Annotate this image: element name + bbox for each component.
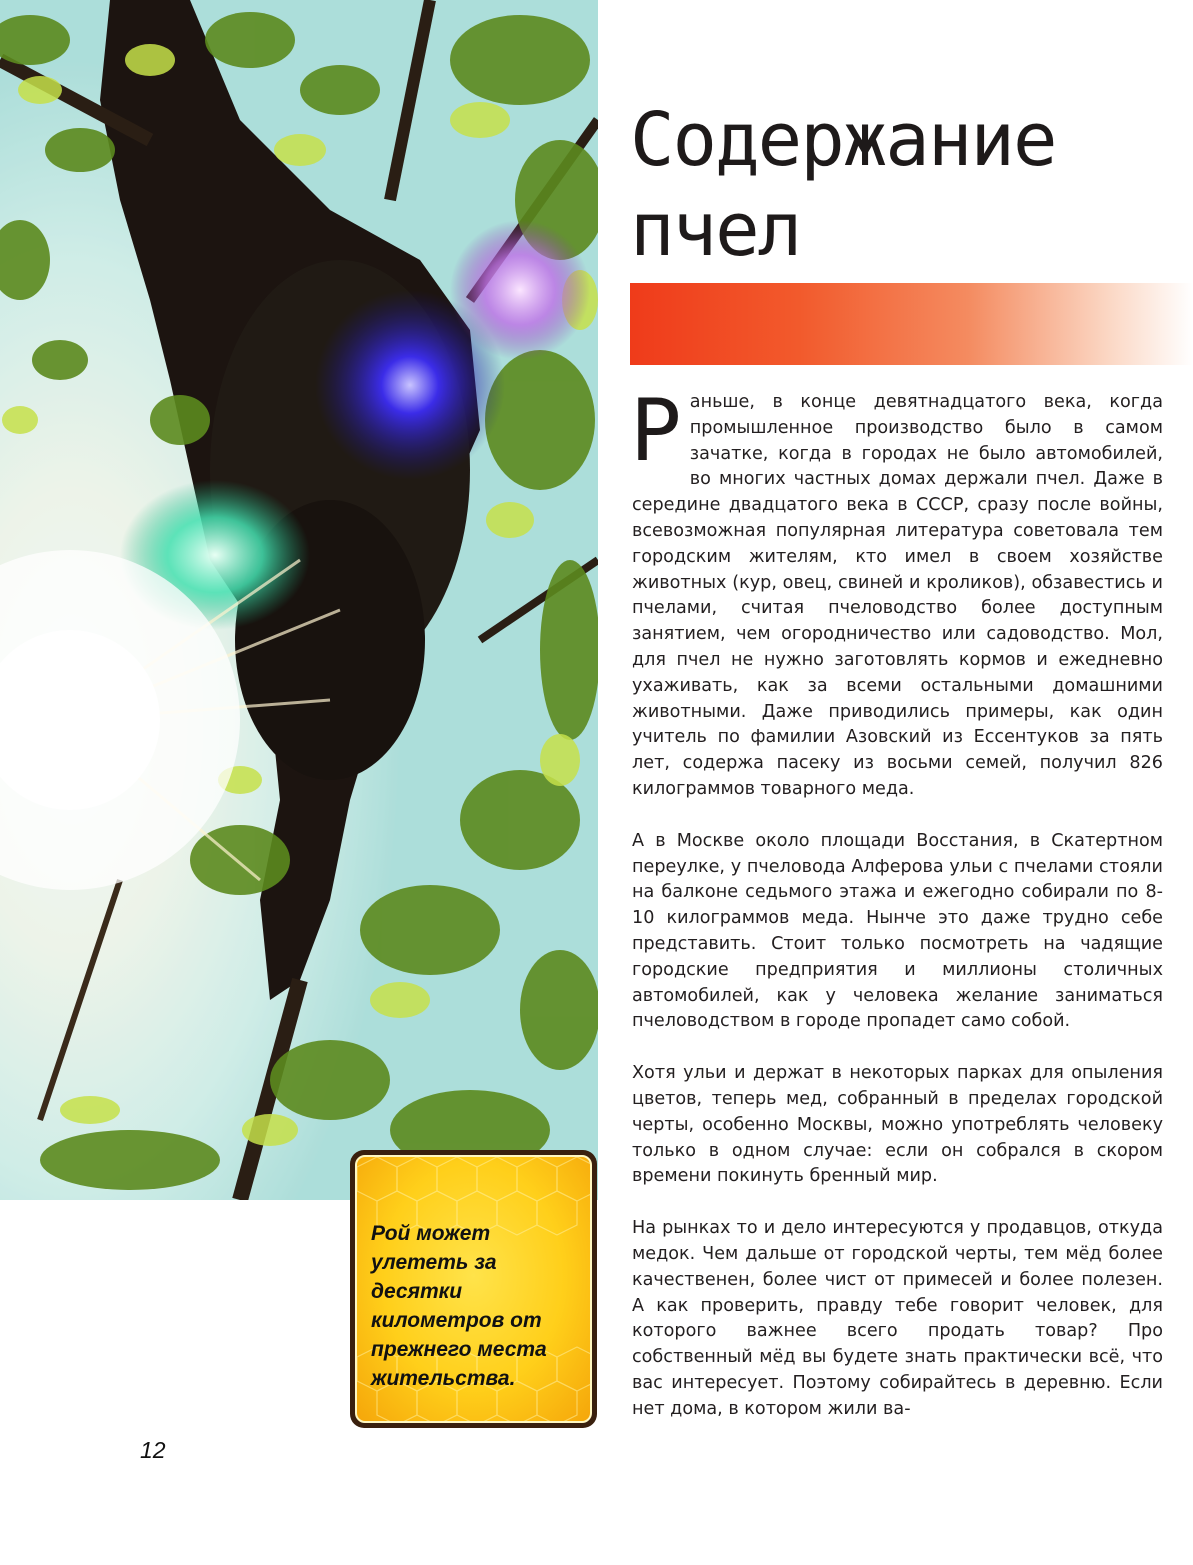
page-title [630, 95, 1170, 275]
article-body [630, 381, 1163, 1448]
title-line-2: пчел [630, 187, 801, 273]
honeycomb-callout [350, 1150, 597, 1428]
callout-frame [355, 1155, 592, 1423]
page-number: 12 [140, 1437, 166, 1463]
paragraph-3: Хотя ульи и держат в некоторых парках для опыления цветов, теперь мед, собранный в пределах городской черты, особенно Москвы, можно употреблять человеку только в одном случае: если он собрался в скором времени покинуть бренный мир. [632, 1063, 1163, 1187]
title-line-1: Содержание [630, 97, 1056, 183]
paragraph-1 [630, 381, 1163, 803]
paragraph-1-text: аньше, в конце девятнадцатого века, когда промышленное производство было в самом зачатке, когда в городах не было автомобилей, во многих частных домах держали пчел. Даже в середине двадцатого века в СССР, сразу после войны, всевозможная популярная литература советовала тем городским жителям, кто имел в своем хозяйстве животных (кур, овец, свиней и кроликов), обзавестись и пчелами, считая пчеловодство более доступным занятием, чем огородничество или садоводство. Мол, для пчел не нужно заготовлять кормов и ежедневно ухаживать, как за всеми остальными домашними животными. Даже приводились примеры, как один учитель по фамилии Азовский из Ессентуков за пять лет, содержа пасеку из восьми семей, получил 826 килограммов товарного меда. [632, 392, 1163, 799]
callout-text: Рой может улететь за десятки километров от прежнего места жительства. [371, 1222, 547, 1390]
orange-gradient-bar [630, 283, 1193, 365]
drop-cap: Р [630, 381, 682, 481]
paragraph-2: А в Москве около площади Восстания, в Скатертном переулке, у пчеловода Алферова ульи с пчелами стояли на балконе седьмого этажа и ежегодно собирали по 8-10 килограммов меда. Нынче это даже трудно себе представить. Стоит только посмотреть на чадящие городские предприятия и миллионы столичных автомобилей, как у человека желание заниматься пчеловодством в городе пропадет само собой. [632, 830, 1163, 1032]
bee-swarm-photo [0, 0, 598, 1200]
paragraph-4: На рынках то и дело интересуются у продавцов, откуда медок. Чем дальше от городской черты, тем мёд более качественен, более чист от примесей и более полезен. А как проверить, правду тебе говорит человек, для которого важнее всего продать товар? Про собственный мёд вы будете знать практически всё, что вас интересует. Поэтому собирайтесь в деревню. Если нет дома, в котором жили ва- [632, 1218, 1163, 1419]
